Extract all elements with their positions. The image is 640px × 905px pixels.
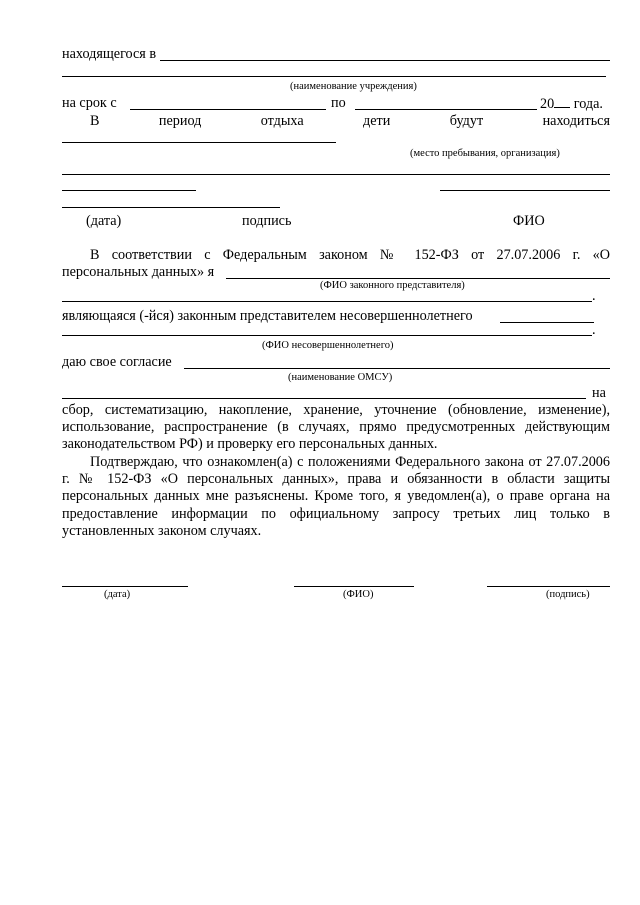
- period-mid-label: по: [331, 95, 346, 111]
- period-end-field[interactable]: [355, 109, 537, 110]
- rest-word: дети: [363, 113, 391, 129]
- footer-date-label: (дата): [104, 589, 131, 600]
- footer-fio-field[interactable]: [294, 586, 414, 587]
- omsu-field[interactable]: [184, 368, 610, 369]
- representative-dot: .: [592, 288, 596, 304]
- place-field-2[interactable]: [62, 174, 610, 175]
- place-field[interactable]: [62, 142, 336, 143]
- representative-caption: (ФИО законного представителя): [320, 280, 465, 291]
- period-year-label: 20: [540, 96, 555, 112]
- signature-field-top[interactable]: [62, 207, 280, 208]
- representative-field[interactable]: [226, 278, 610, 279]
- footer-date-field[interactable]: [62, 586, 188, 587]
- period-start-field[interactable]: [130, 109, 326, 110]
- footer-fio-label: (ФИО): [343, 589, 374, 600]
- institution-field[interactable]: [160, 60, 610, 61]
- date-label-top: (дата): [86, 213, 122, 229]
- consent-prefix: даю свое согласие: [62, 354, 172, 370]
- law-line-2-prefix: персональных данных» я: [62, 264, 215, 280]
- minor-field-2[interactable]: [62, 335, 592, 336]
- place-caption: (место пребывания, организация): [410, 148, 560, 159]
- rest-word: отдыха: [260, 113, 304, 129]
- law-line-1: В соответствии с Федеральным законом № 152-ФЗ от 27.07.2006 г. «О: [90, 247, 610, 263]
- rest-word: В: [90, 113, 100, 129]
- rest-line: [90, 113, 610, 129]
- footer-signature-label: (подпись): [546, 589, 590, 600]
- minor-caption: (ФИО несовершеннолетнего): [262, 340, 394, 351]
- signature-label-top: подпись: [242, 213, 292, 229]
- consent-paragraph: сбор, систематизацию, накопление, хранение, уточнение (обновление, изменение), использование, распространение (в случаях, прямо предусмотренных действующим законодательством РФ) и проверку его персональных данных.: [62, 402, 610, 453]
- omsu-caption: (наименование ОМСУ): [288, 372, 393, 383]
- fio-label-top: ФИО: [513, 213, 545, 229]
- institution-field-2[interactable]: [62, 76, 606, 77]
- omsu-field-2[interactable]: [62, 398, 586, 399]
- institution-caption: (наименование учреждения): [290, 81, 417, 92]
- period-year: [540, 95, 610, 112]
- institution-label: находящегося в: [62, 46, 157, 62]
- rest-word: будут: [449, 113, 484, 129]
- rest-word: находиться: [542, 113, 610, 129]
- period-suffix: года.: [573, 96, 603, 112]
- representative-text: являющаяся (-йся) законным представителем несовершеннолетнего: [62, 308, 473, 324]
- consent-on: на: [592, 385, 606, 401]
- fio-field-top[interactable]: [440, 190, 610, 191]
- footer-signature-field[interactable]: [487, 586, 610, 587]
- date-field-top[interactable]: [62, 190, 196, 191]
- period-prefix: на срок с: [62, 95, 117, 111]
- minor-dot: .: [592, 322, 596, 338]
- representative-field-2[interactable]: [62, 301, 592, 302]
- minor-field[interactable]: [500, 322, 594, 323]
- confirm-paragraph: Подтверждаю, что ознакомлен(а) с положениями Федерального закона от 27.07.2006 г. № 152-ФЗ «О персональных данных», права и обязанности в области защиты персональных данных мне разъяснены. Кроме того, я уведомлен(а), о праве органа на предоставление информации по официальному запросу третьих лиц только в установленных законом случаях.: [62, 454, 610, 539]
- rest-word: период: [158, 113, 202, 129]
- period-mid: [331, 95, 355, 111]
- period-year-field[interactable]: [554, 95, 570, 108]
